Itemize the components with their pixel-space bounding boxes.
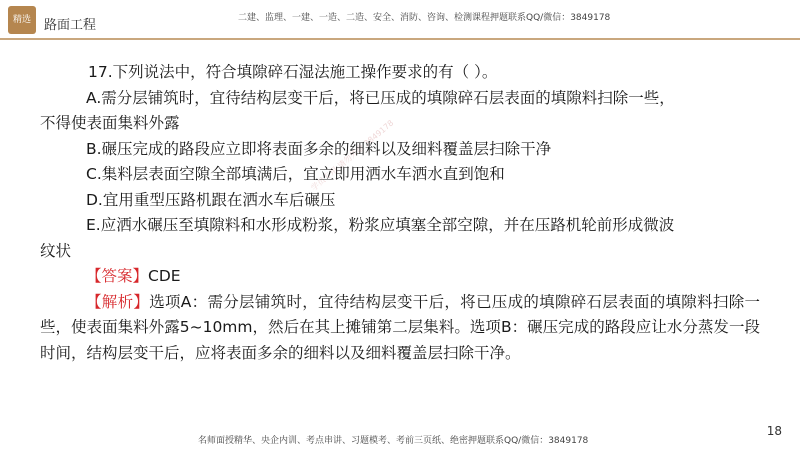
header-contact-note: 二建、监理、一建、一造、二造、安全、消防、咨询、检测课程押题联系QQ/微信：3849178 (238, 13, 611, 23)
option-b: B.碾压完成的路段应立即将表面多余的细料以及细料覆盖层扫除干净 (86, 139, 552, 158)
option-e: E.应洒水碾压至填隙料和水形成粉浆，粉浆应填塞全部空隙，并在压路机轮前形成微波 (86, 216, 675, 234)
question-stem: 17.下列说法中，符合填隙碎石湿法施工操作要求的有（ ）。 (88, 63, 498, 81)
analysis-paragraph (40, 290, 760, 367)
analysis-tag: 【解析】 (86, 292, 150, 311)
option-a: A.需分层铺筑时，宜待结构层变干后，将已压成的填隙碎石层表面的填隙料扫除一些， (86, 88, 675, 107)
header-divider (0, 38, 800, 40)
page-number: 18 (766, 424, 782, 438)
watermark: 学员专用 请勿外泄 3849178 (309, 118, 396, 193)
answer-line (40, 264, 760, 290)
question-content (40, 60, 760, 366)
footer-contact-note: 名师面授精华、央企内训、考点串讲、习题模考、考前三页纸、绝密押题联系QQ/微信：3849178 (198, 436, 589, 446)
analysis-text: 选项A：需分层铺筑时，宜待结构层变干后，将已压成的填隙碎石层表面的填隙料扫除一些，使表面集料外露5~10mm，然后在其上摊铺第二层集料。选项B：碾压完成的路段应让水分蒸发一段时间，结构层变干后，应将表面多余的细料以及细料覆盖层扫除干净。 (40, 292, 760, 362)
course-title: 路面工程 (44, 18, 97, 33)
option-e-continued: 纹状 (40, 241, 72, 260)
option-c: C.集料层表面空隙全部填满后，宜立即用洒水车洒水直到饱和 (86, 165, 505, 183)
option-a-continued: 不得使表面集料外露 (40, 114, 180, 132)
option-d: D.宜用重型压路机跟在洒水车后碾压 (86, 190, 336, 209)
brand-logo: 精选 (8, 6, 36, 34)
answer-tag: 【答案】 (86, 267, 149, 285)
answer-value: CDE (148, 267, 181, 285)
